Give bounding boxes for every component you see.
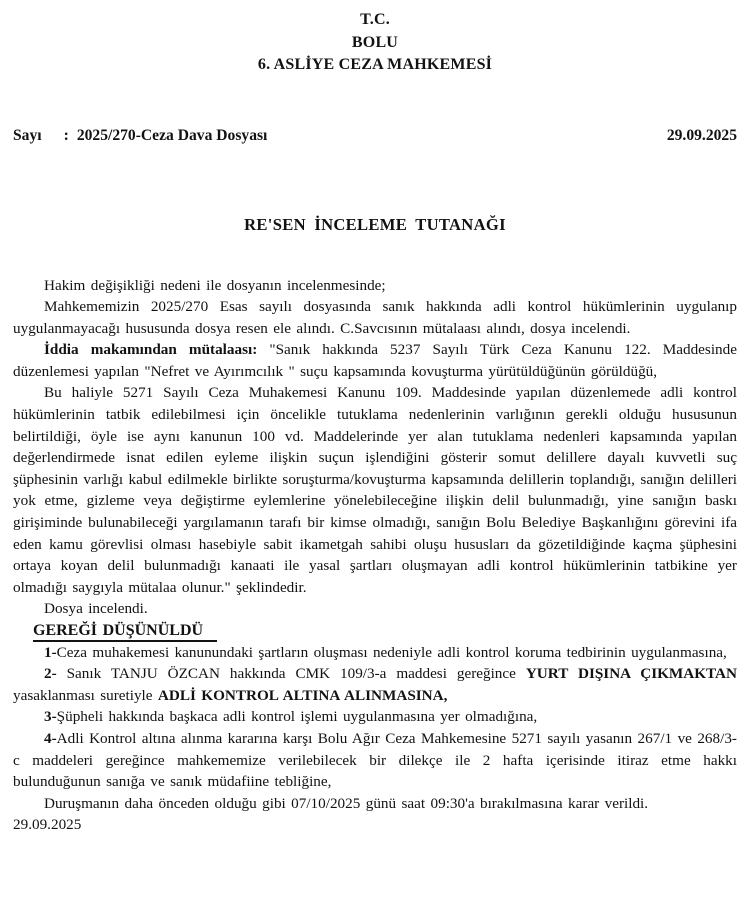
text-run: Mahkememizin 2025/270 Esas sayılı dosyasında sanık hakkında adli kontrol hükümlerinin uygulanıp uygulanmayacağı hususunda dosya resen ele alındı. C.Savcısının mütalaası alındı, dosya incelendi. — [13, 298, 737, 337]
text-run: Sanık TANJU ÖZCAN hakkında CMK 109/3-a maddesi gereğince — [56, 665, 526, 683]
text-run: Bu haliyle 5271 Sayılı Ceza Muhakemesi Kanunu 109. Maddesinde yapılan düzenlemede adli kontrol hükümlerinin tatbik edilebilmesi için öncelikle tutuklama nedenlerinin varlığının gerekli olduğu hususunun belirtildiği, öyle ise aynı kanunun 100 vd. Maddelerinde yer alan tutuklama nedenleri kapsamında yapılan değerlendirmede isnat edilen eyleme ilişkin suçun işlendiğini gösterir somut delillere dayalı kuvvetli suç şüphesinin varlığı kabul edilmekle birlikte soruşturma/kovuşturma kapsamında delillerin toplandığı, sanığın delilleri yok etme, gizleme veya değiştirme eylemlerine yönelebileceğine ilişkin delil bulunmadığı, yine sanığın baskı girişiminde bulunabileceği yargılamanın tarafı bir kimse olmadığı, sanığın Bolu Belediye Başkanlığını görevini ifa eden kamu görevlisi olması hasebiyle sabit ikametgah sahibi oluşu hususları da gözetildiğinde kaçma şüphesini ortaya koyan delil bulunmadığı kanaati ile yasal şartları oluşmayan adli kontrol hükümlerinin tatbikine yer olmadığı saygıyla mütalaa olunur." şeklindedir. — [13, 384, 737, 596]
text-run: Adli Kontrol altına alınma kararına karşı Bolu Ağır Ceza Mahkemesine 5271 sayılı yasanın 267/1 ve 268/3-c maddeleri gereğince mahkememize verilebilecek bir dilekçe ile 2 hafta içerisinde itiraz etme hakkı bulunduğunun sanığa ve sanık müdafiine tebliğine, — [13, 729, 737, 791]
case-value: 2025/270-Ceza Dava Dosyası — [76, 126, 268, 144]
text-run: Şüpheli hakkında başkaca adli kontrol işlemi uygulanmasına yer olmadığına, — [56, 708, 538, 726]
text-run: 1- — [44, 643, 57, 661]
document-title: RE'SEN İNCELEME TUTANAĞI — [244, 214, 506, 234]
case-number-row — [13, 127, 737, 145]
text-run: 4- — [44, 729, 57, 747]
paragraph — [13, 793, 737, 815]
text-run: 3- — [44, 708, 57, 726]
case-colon: : — [63, 126, 69, 144]
text-run: Ceza muhakemesi kanunundaki şartların oluşması nedeniyle adli kontrol koruma tedbirinin uygulanmasına, — [56, 643, 727, 661]
paragraph — [13, 598, 737, 620]
document-body — [13, 275, 737, 836]
text-run: ADLİ KONTROL ALTINA ALINMASINA, — [157, 686, 448, 704]
paragraph — [13, 706, 737, 728]
header-court-line: 6. ASLİYE CEZA MAHKEMESİ — [257, 56, 493, 73]
section-heading — [13, 620, 737, 642]
text-run: yasaklanması suretiyle — [13, 686, 158, 704]
court-header — [13, 9, 737, 77]
header-country-line: T.C. — [360, 11, 390, 28]
case-date: 29.09.2025 — [666, 126, 737, 144]
paragraph — [13, 728, 737, 793]
text-run: "Sanık hakkında 5237 Sayılı Türk Ceza Kanunu 122. Maddesinde düzenlemesi yapılan "Nefret ve Ayırımcılık " suçu kapsamında kovuşturma yürütüldüğünün görüldüğü, — [13, 341, 737, 380]
paragraph — [13, 275, 737, 297]
paragraph — [13, 382, 737, 598]
paragraph — [13, 642, 737, 664]
paragraph — [13, 814, 737, 836]
text-run: Duruşmanın daha önceden olduğu gibi 07/10/2025 günü saat 09:30'a bırakılmasına karar verildi. — [44, 794, 649, 812]
text-run: YURT DIŞINA ÇIKMAKTAN — [525, 665, 737, 683]
text-run: İddia makamından mütalaası: — [44, 341, 258, 359]
header-city-line: BOLU — [351, 33, 399, 51]
text-run: GEREĞİ DÜŞÜNÜLDÜ — [33, 622, 217, 642]
paragraph — [13, 339, 737, 382]
case-number-left — [13, 127, 267, 145]
paragraph — [13, 296, 737, 339]
text-run: Dosya incelendi. — [44, 600, 148, 618]
text-run: 2- — [44, 665, 57, 683]
text-run: Hakim değişikliği nedeni ile dosyanın incelenmesinde; — [44, 276, 386, 294]
text-run: 29.09.2025 — [13, 816, 82, 834]
paragraph — [13, 663, 737, 706]
case-label: Sayı — [13, 126, 42, 144]
